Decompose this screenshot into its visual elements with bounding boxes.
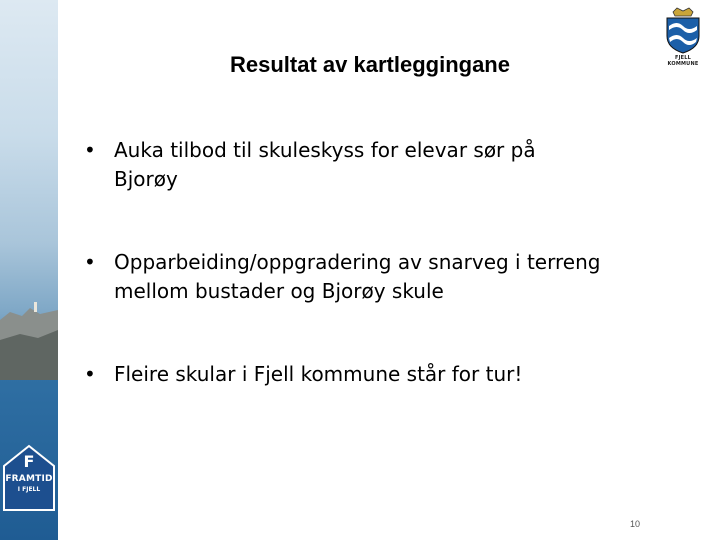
framtid-subtitle: I FJELL [17,486,41,493]
crest-label: FJELL KOMMUNE [667,55,699,67]
framtid-name: FRAMTID [5,474,53,484]
bullet-marker: • [84,362,96,386]
bullet-marker: • [84,138,96,162]
bullet-item [84,248,604,306]
bullet-marker: • [84,250,96,274]
fjell-kommune-crest [660,6,706,68]
side-photo-strip [0,0,58,540]
bullet-text: Fleire skular i Fjell kommune står for tur! [114,362,523,386]
bullet-item [84,360,604,389]
coastal-rocks-image [0,300,58,380]
framtid-logo [2,444,56,512]
bullet-text: Auka tilbod til skuleskyss for elevar sør på Bjorøy [114,138,536,191]
crest-shield-icon [663,6,703,54]
page-number: 10 [630,519,641,529]
bullet-text: Opparbeiding/oppgradering av snarveg i terreng mellom bustader og Bjorøy skule [114,250,601,303]
slide-title: Resultat av kartleggingane [230,52,510,77]
bullet-item [84,136,604,194]
framtid-letter: F [23,452,35,471]
